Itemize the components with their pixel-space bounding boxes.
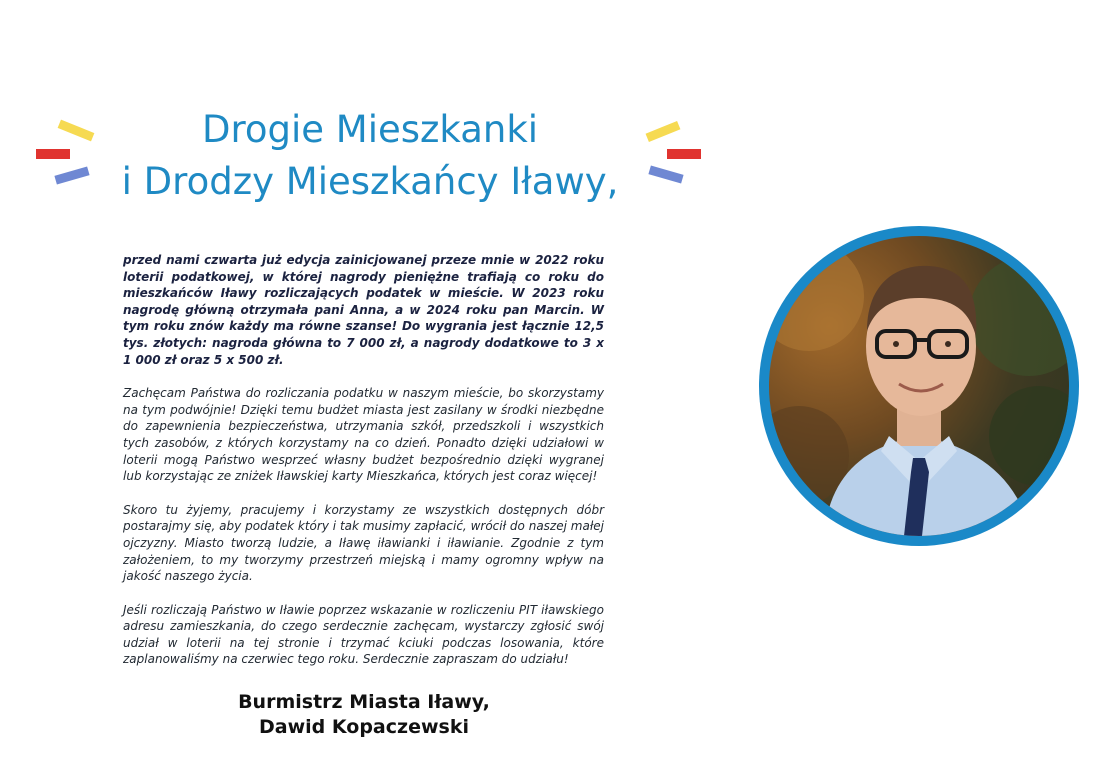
- portrait-ring: [759, 226, 1079, 546]
- confetti-right-red: [667, 149, 701, 159]
- confetti-left-yellow: [58, 120, 95, 142]
- confetti-right-blue: [648, 165, 683, 183]
- signature-name: Dawid Kopaczewski: [259, 716, 469, 738]
- portrait-illustration: [769, 236, 1069, 536]
- page-heading: [110, 104, 630, 208]
- confetti-right-yellow: [646, 121, 681, 142]
- confetti-left-red: [36, 149, 70, 159]
- letter-body: [123, 252, 604, 685]
- signature: [190, 690, 538, 740]
- letter-paragraph-intro: przed nami czwarta już edycja zainicjowanej przeze mnie w 2022 roku loterii podatkowej, w której nagrody pieniężne trafiają co roku do mieszkańców Iławy rozliczających podatek w mieście. W 2023 roku nagrodę główną otrzymała pani Anna, a w 2024 roku pan Marcin. W tym roku znów każdy ma równe szanse! Do wygrania jest łącznie 12,5 tys. złotych: nagroda główna to 7 000 zł, a nagrody dodatkowe to 3 x 1 000 zł oraz 5 x 500 zł.: [123, 253, 604, 367]
- letter-paragraph-2: Zachęcam Państwa do rozliczania podatku w naszym mieście, bo skorzystamy na tym podwójnie! Dzięki temu budżet miasta jest zasilany w środki niezbędne do zapewnienia bezpieczeństwa, utrzymania szkół, przedszkoli i wszystkich tych zasobów, z których korzystamy na co dzień. Ponadto dzięki udziałowi w loterii mogą Państwo wesprzeć własny budżet bezpośrednio dzięki wygranej lub korzystając ze zniżek Iławskiej karty Mieszkańca, których jest coraz więcej!: [123, 386, 604, 484]
- heading-line-1: Drogie Mieszkanki: [201, 108, 539, 151]
- heading-line-2: i Drodzy Mieszkańcy Iławy,: [121, 160, 619, 203]
- mayor-portrait-photo-icon: [769, 236, 1069, 536]
- confetti-left-blue: [54, 166, 89, 184]
- signature-title: Burmistrz Miasta Iławy,: [238, 691, 490, 713]
- letter-paragraph-4: Jeśli rozliczają Państwo w Iławie poprzez wskazanie w rozliczeniu PIT iławskiego adresu zamieszkania, do czego serdecznie zachęcam, wystarczy zgłosić swój udział w loterii na tej stronie i trzymać kciuki podczas losowania, które zaplanowaliśmy na czerwiec tego roku. Serdecznie zapraszam do udziału!: [123, 602, 604, 667]
- letter-paragraph-3: Skoro tu żyjemy, pracujemy i korzystamy ze wszystkich dostępnych dóbr postarajmy się, aby podatek który i tak musimy zapłacić, wrócił do naszej małej ojczyzny. Miasto tworzą ludzie, a Iławę iławianki i iławianie. Zgodnie z tym założeniem, to my tworzymy przestrzeń miejską i mamy ogromny wpływ na jakość naszego życia.: [123, 502, 604, 584]
